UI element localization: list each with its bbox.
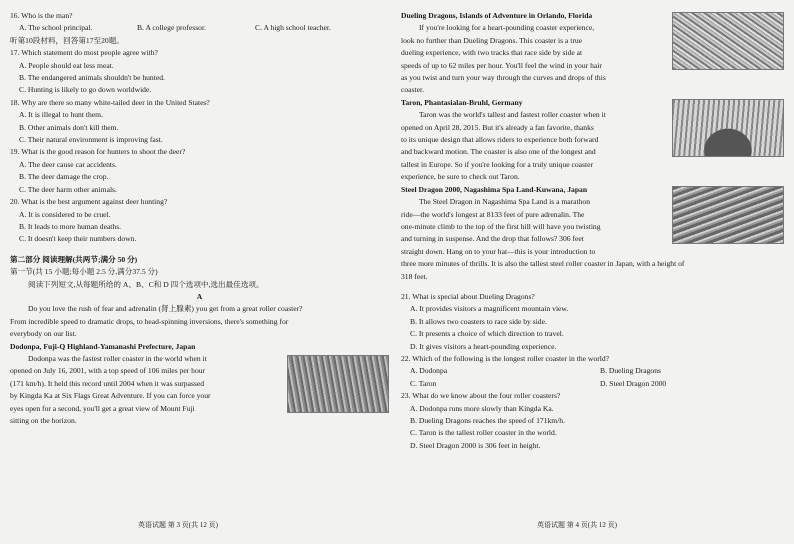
- q21-option-b: B. It allows two coasters to race side by side.: [410, 316, 547, 326]
- steel-block: [401, 184, 784, 283]
- q19-option-a: A. The deer cause car accidents.: [19, 159, 117, 169]
- steel-line-7: 318 feet.: [401, 271, 428, 281]
- taron-line-2: opened on April 28, 2015. But it's already a fan favorite, thanks: [401, 122, 594, 132]
- q19-option-c: C. The deer harm other animals.: [19, 184, 117, 194]
- dodonpa-title: Dodonpa, Fuji-Q Highland-Yamanashi Prefecture, Japan: [10, 341, 196, 351]
- question-16-options: [10, 22, 389, 34]
- taron-line-4: and backward motion. The coaster is also one of the longest and: [401, 147, 596, 157]
- intro-line-2: From incredible speed to dramatic drops, to head-spinning inversions, there's something for: [10, 316, 289, 326]
- steel-photo: [672, 186, 784, 244]
- q22-option-d: D. Steel Dragon 2000: [600, 378, 667, 388]
- dodonpa-line-6: sitting on the horizon.: [10, 416, 77, 425]
- steel-line-5: straight down. Hang on to your hat—this is your introduction to: [401, 246, 596, 256]
- dueling-line-3: dueling experience, with two tracks that race side by side at: [401, 48, 583, 58]
- steel-line-1: The Steel Dragon in Nagashima Spa Land is a marathon: [419, 197, 591, 207]
- q16-option-a: A. The school principal.: [19, 23, 93, 33]
- dodonpa-photo: [287, 355, 389, 413]
- dodonpa-line-2: opened on July 16, 2001, with a top speed of 106 miles per hour: [10, 366, 206, 376]
- q17-option-a: A. People should eat less meat.: [19, 60, 114, 70]
- q17-option-b: B. The endangered animals shouldn't be hunted.: [19, 73, 165, 83]
- right-page: [397, 0, 794, 544]
- dodonpa-block: [10, 353, 389, 427]
- q22-option-a: A. Dodonpa: [410, 366, 448, 376]
- q22-row-1: [401, 365, 784, 377]
- dodonpa-line-5: eyes open for a second, you'll get a great view of Mount Fuji: [10, 403, 195, 413]
- q16-option-c: C. A high school teacher.: [255, 23, 331, 33]
- dueling-line-5: as you twist and turn your way through the curves and drops of this: [401, 73, 606, 83]
- dodonpa-line-4: by Kingda Ka at Six Flags Great Adventure. If you can force your: [10, 391, 211, 401]
- section-note: 听第10段材料，回答第17至20题。: [10, 35, 124, 45]
- intro-line-3: everybody on our list.: [10, 329, 77, 339]
- dueling-line-4: speeds of up to 62 miles per hour. You'll feel the wind in your hair: [401, 60, 602, 70]
- question-19: 19. What is the good reason for hunters to shoot the deer?: [10, 147, 186, 157]
- taron-title: Taron, Phantasialan-Bruhl, Germany: [401, 97, 523, 107]
- roller-coaster-photo: [672, 186, 784, 244]
- question-20: 20. What is the best argument against deer hunting?: [10, 197, 168, 207]
- dueling-photo: [672, 12, 784, 70]
- q18-option-b: B. Other animals don't kill them.: [19, 122, 119, 132]
- q23-option-b: B. Dueling Dragons reaches the speed of 171km/h.: [410, 416, 566, 425]
- dodonpa-line-1: Dodonpa was the fastest roller coaster in the world when it: [28, 353, 207, 363]
- steel-title: Steel Dragon 2000, Nagashima Spa Land-Kuwana, Japan: [401, 184, 588, 194]
- q16-option-b: B. A college professor.: [137, 23, 206, 33]
- q17-option-c: C. Hunting is likely to go down worldwide.: [19, 85, 152, 95]
- taron-line-3: to its unique design that allows riders to experience both forward: [401, 135, 599, 145]
- q21-option-a: A. It provides visitors a magnificent mountain view.: [410, 304, 569, 314]
- taron-line-1: Taron was the world's tallest and fastest roller coaster when it: [419, 110, 606, 120]
- part2-heading: 第二部分 阅读理解(共两节;满分 50 分): [10, 254, 138, 264]
- taron-block: [401, 97, 784, 184]
- roller-coaster-photo: [287, 355, 389, 413]
- q18-option-c: C. Their natural environment is improving fast.: [19, 135, 163, 145]
- steel-line-3: one-minute climb to the top of the first hill will have you twisting: [401, 221, 601, 231]
- taron-photo: [672, 99, 784, 157]
- q20-option-a: A. It is considered to be cruel.: [19, 209, 111, 219]
- part2-section: 第一节(共 15 小题;每小题 2.5 分,满分37.5 分): [10, 267, 158, 277]
- question-16: 16. Who is the man?: [10, 11, 73, 20]
- steel-line-2: ride—the world's longest at 8133 feet of pure adrenalin. The: [401, 209, 585, 219]
- q21-option-c: C. It presents a choice of which direction to travel.: [410, 329, 564, 339]
- dodonpa-line-3: (171 km/h). It held this record until 2004 when it was surpassed: [10, 378, 205, 388]
- intro-line-1: Do you love the rush of fear and adrenalin (肾上腺素) you get from a great roller coaster?: [28, 304, 303, 314]
- q23-option-a: A. Dodonpa runs more slowly than Kingda Ka.: [410, 403, 554, 413]
- steel-line-6: three more minutes of thrills. It is also the tallest steel roller coaster in Japan, with a height of: [401, 259, 685, 269]
- page-footer-left: 英语试题 第 3 页(共 12 页): [138, 521, 218, 529]
- q23-option-c: C. Taron is the tallest roller coaster in the world.: [410, 428, 557, 438]
- q20-option-b: B. It leads to more human deaths.: [19, 221, 122, 231]
- q20-option-c: C. It doesn't keep their numbers down.: [19, 234, 137, 244]
- part2-instruction: 阅读下列短文,从每题所给的 A、B、C和 D 四个选项中,选出最佳选项。: [28, 279, 264, 289]
- question-18: 18. Why are there so many white-tailed deer in the United States?: [10, 97, 210, 107]
- page-footer-right: 英语试题 第 4 页(共 12 页): [537, 521, 617, 529]
- dueling-line-2: look no further than Dueling Dragons. This coaster is a true: [401, 35, 583, 45]
- roller-coaster-photo: [672, 12, 784, 70]
- dueling-line-6: coaster.: [401, 85, 424, 95]
- steel-line-4: and turning in suspense. And the drop that follows? 306 feet: [401, 234, 584, 244]
- question-23: 23. What do we know about the four roller coasters?: [401, 391, 561, 401]
- q19-option-b: B. The deer damage the crop.: [19, 172, 109, 182]
- q18-option-a: A. It is illegal to hunt them.: [19, 110, 103, 120]
- dueling-line-1: If you're looking for a heart-pounding coaster experience,: [419, 23, 595, 33]
- taron-line-6: experience, be sure to check out Taron.: [401, 172, 520, 182]
- taron-line-5: tallest in Europe. So if you're looking for a truly unique coaster: [401, 159, 594, 169]
- passage-letter: A: [196, 291, 203, 301]
- q23-option-d: D. Steel Dragon 2000 is 306 feet in height.: [410, 440, 541, 450]
- dueling-block: [401, 10, 784, 97]
- question-21: 21. What is special about Dueling Dragons?: [401, 291, 535, 301]
- roller-coaster-photo: [672, 99, 784, 157]
- question-22: 22. Which of the following is the longest roller coaster in the world?: [401, 353, 610, 363]
- q22-row-2: [401, 378, 784, 390]
- q22-option-c: C. Taron: [410, 378, 437, 388]
- question-17: 17. Which statement do most people agree with?: [10, 48, 158, 58]
- q21-option-d: D. It gives visitors a heart-pounding experience.: [410, 341, 557, 351]
- q22-option-b: B. Dueling Dragons: [600, 366, 661, 376]
- dueling-title: Dueling Dragons, Islands of Adventure in Orlando, Florida: [401, 11, 593, 20]
